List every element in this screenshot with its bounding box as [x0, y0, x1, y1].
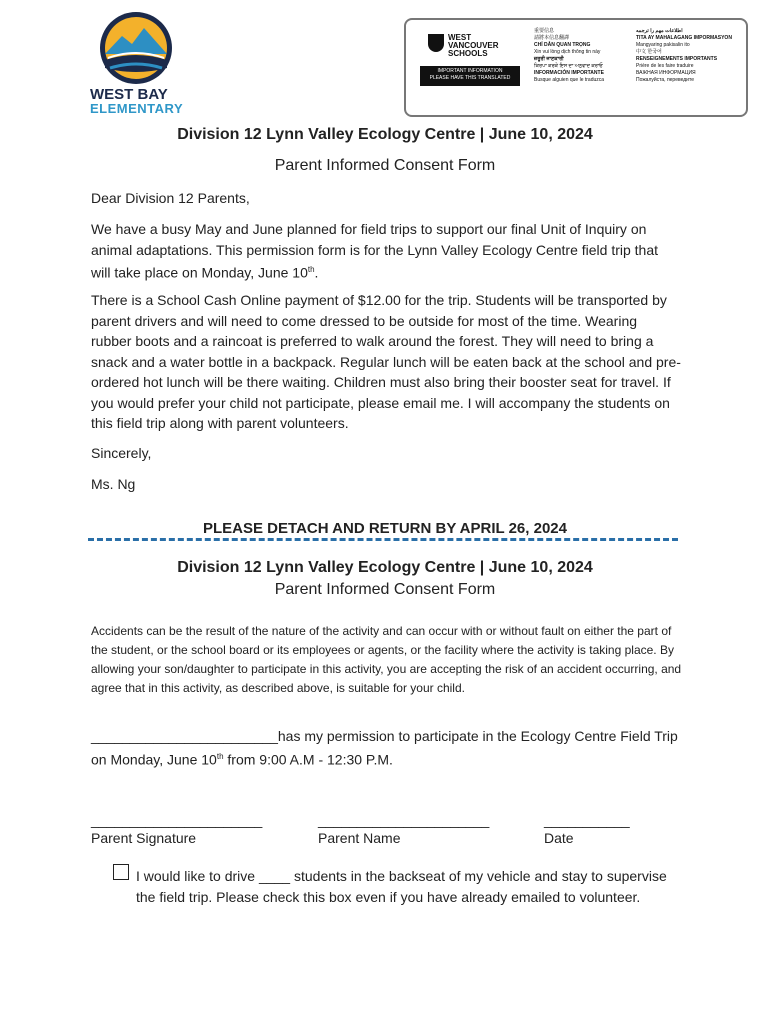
dashed-divider: [88, 538, 678, 541]
notice-text: ਕਿਰਪਾ ਕਰਕੇ ਇਸ ਦਾ ਅਨੁਵਾਦ ਕਰਾਓ: [534, 63, 603, 69]
notice-text: ВАЖНАЯ ИНФОРМАЦИЯ: [636, 70, 696, 76]
closing: Sincerely,: [91, 445, 152, 461]
parent-signature-label: Parent Signature: [91, 830, 197, 846]
district-logo: [428, 34, 508, 58]
details-paragraph: There is a School Cash Online payment of $12.00 for the trip. Students will be transported by parent drivers and will need to come dressed to be outside for most of the time. Wearing rubber boots and a raincoat is preferred to walk around the forest. They will need to bring a snack and a water bottle in a backpack. Regular lunch will be eaten back at the school and pre-ordered hot lunch will be there waiting. Children must also bring their booster seat for travel. If you would prefer your child not participate, please email me. I will accompany the students on this field trip along with parent volunteers.: [91, 292, 681, 431]
intro-paragraph: [91, 219, 681, 283]
signature-name: Ms. Ng: [91, 476, 136, 492]
important-info-box: [420, 66, 520, 86]
parent-name-field[interactable]: ______________________: [318, 812, 490, 828]
notice-text: TITA AY MAHALAGANG IMPORMASYON: [636, 35, 732, 41]
notice-text: Пожалуйста, переведите: [636, 77, 694, 83]
notice-text: 重要信息: [534, 28, 555, 34]
notice-text: Mangyaring pakisalin ito: [636, 42, 690, 48]
drive-text: I would like to drive ____ students in the backseat of my vehicle and stay to supervise the field trip. Please check this box even if you have already emailed to volunteer.: [136, 868, 667, 905]
notice-text: RENSEIGNEMENTS IMPORTANTS: [636, 56, 718, 62]
district-name: WEST VANCOUVER SCHOOLS: [448, 33, 499, 58]
mountain-logo-icon: [88, 10, 188, 90]
notice-text: 中文 한국어: [636, 49, 662, 55]
intro-text: We have a busy May and June planned for field trips to support our final Unit of Inquiry on animal adaptations. This permission form is for the Lynn Valley Ecology Centre field trip that will take place on Monday, June 10: [91, 221, 659, 281]
shield-icon: [428, 34, 444, 52]
school-name-line1: WEST BAY: [90, 86, 168, 103]
important-info-line2: PLEASE HAVE THIS TRANSLATED: [429, 75, 511, 81]
permission-statement: [91, 726, 681, 770]
form-title: Division 12 Lynn Valley Ecology Centre | June 10, 2024: [177, 559, 593, 576]
child-name-blank[interactable]: ________________________: [91, 728, 278, 744]
form-subtitle: Parent Informed Consent Form: [274, 581, 496, 598]
ordinal-suffix: th: [216, 751, 224, 761]
notice-column-3: [636, 28, 736, 84]
notice-text: INFORMACIÓN IMPORTANTE: [534, 70, 604, 76]
date-label: Date: [544, 830, 574, 846]
greeting: Dear Division 12 Parents,: [91, 190, 250, 206]
parent-name-label: Parent Name: [318, 830, 401, 846]
ordinal-suffix: th: [307, 265, 315, 274]
notice-text: 請將本信息翻譯: [534, 35, 570, 41]
notice-text: Prière de les faire traduire: [636, 63, 694, 69]
detach-heading: PLEASE DETACH AND RETURN BY APRIL 26, 2024: [203, 520, 567, 537]
translation-notice: [404, 18, 748, 117]
permission-time: from 9:00 A.M - 12:30 P.M.: [223, 751, 393, 768]
important-info-line1: IMPORTANT INFORMATION: [437, 68, 503, 74]
notice-column-1: [534, 28, 629, 84]
notice-text: ਜ਼ਰੂਰੀ ਜਾਣਕਾਰੀ: [534, 56, 564, 62]
drive-checkbox[interactable]: [113, 864, 129, 880]
accidents-paragraph: Accidents can be the result of the nature of the activity and can occur with or without fault on either the part of the student, or the school board or its employees or agents, or the facility where the activity is taking place. By allowing your son/daughter to participate in this activity, you are accepting the risk of an accident occurring, and agree that in this activity, as described above, is suitable for your child.: [91, 624, 682, 695]
school-name: [90, 88, 190, 116]
permission-text: has my permission to participate in the Ecology Centre Field Trip on Monday, June 10: [91, 728, 678, 768]
notice-text: CHỈ DẪN QUAN TRỌNG: [534, 42, 591, 48]
notice-text: اطلاعات مهم را ترجمه: [636, 28, 683, 34]
notice-text: Busque alguien que le traduzca: [534, 77, 605, 83]
parent-signature-field[interactable]: ______________________: [91, 812, 263, 828]
intro-text-end: .: [314, 264, 319, 281]
page-title: Division 12 Lynn Valley Ecology Centre | June 10, 2024: [177, 126, 593, 143]
notice-text: Xin vui lòng dịch thông tin này: [534, 49, 601, 55]
page-subtitle: Parent Informed Consent Form: [274, 157, 496, 174]
date-field[interactable]: ___________: [544, 812, 630, 828]
school-name-line2: ELEMENTARY: [90, 101, 184, 116]
